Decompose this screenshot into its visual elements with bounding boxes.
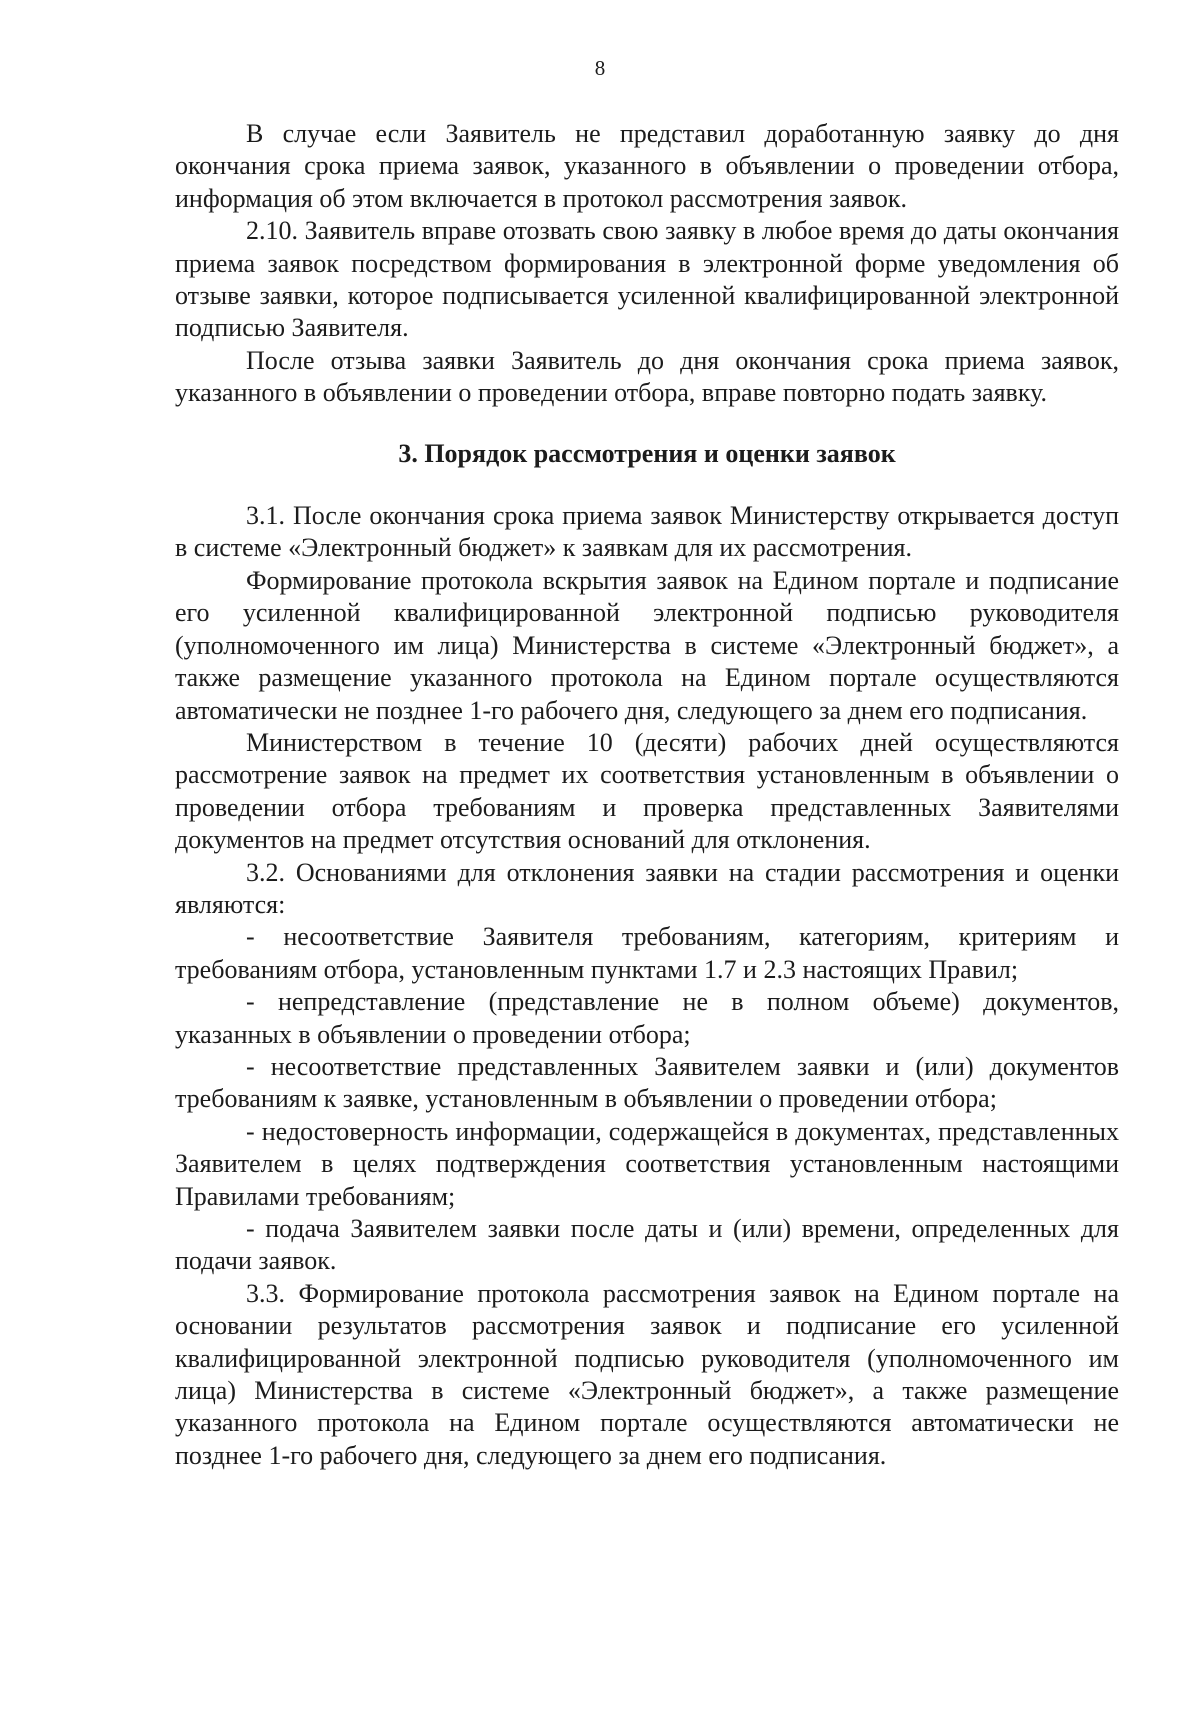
paragraph-resubmission: После отзыва заявки Заявитель до дня окончания срока приема заявок, указанного в объявлении о проведении отбора, вправе повторно подать заявку. [175,345,1119,408]
paragraph-3-2-grounds: 3.2. Основаниями для отклонения заявки на стадии рассмотрения и оценки являются: [175,857,1119,919]
section-title: 3. Порядок рассмотрения и оценки заявок [398,438,896,468]
paragraph-3-1-access: 3.1. После окончания срока приема заявок Министерству открывается доступ в системе «Электронный бюджет» к заявкам для их рассмотрения. [175,501,1119,563]
paragraph-3-3-review-protocol: 3.3. Формирование протокола рассмотрения заявок на Едином портале на основании результатов рассмотрения заявок и подписание его усиленной квалифицированной электронной подписью руководителя (уполномоченного им лица) Министерства в системе «Электронный бюджет», а также размещение указанного протокола на Едином портале осуществляются автоматически не позднее 1-го рабочего дня, следующего за днем его подписания. [175,1278,1119,1470]
list-item-false-information: - недостоверность информации, содержащейся в документах, представленных Заявителем в целях подтверждения соответствия установленным настоящими Правилами требованиям; [175,1116,1119,1211]
paragraph-review-period: Министерством в течение 10 (десяти) рабочих дней осуществляются рассмотрение заявок на предмет их соответствия установленным в объявлении о проведении отбора требованиям и проверка представленных Заявителями документов на предмет отсутствия оснований для отклонения. [175,727,1119,855]
page-number: 8 [594,56,606,80]
paragraph-2-10-withdrawal: 2.10. Заявитель вправе отозвать свою заявку в любое время до даты окончания приема заявок посредством формирования в электронной форме уведомления об отзыве заявки, которое подписывается усиленной квалифицированной электронной подписью Заявителя. [175,216,1119,343]
document-body [175,118,1119,1472]
paragraph-late-revision: В случае если Заявитель не представил доработанную заявку до дня окончания срока приема заявок, указанного в объявлении о проведении отбора, информация об этом включается в протокол рассмотрения заявок. [175,119,1119,213]
list-item-missing-documents: - непредставление (представление не в полном объеме) документов, указанных в объявлении о проведении отбора; [175,987,1119,1049]
list-item-noncompliance: - несоответствие Заявителя требованиям, категориям, критериям и требованиям отбора, установленным пунктами 1.7 и 2.3 настоящих Правил; [175,922,1119,984]
list-item-document-mismatch: - несоответствие представленных Заявителем заявки и (или) документов требованиям к заявке, установленным в объявлении о проведении отбора; [175,1051,1119,1114]
paragraph-opening-protocol: Формирование протокола вскрытия заявок на Едином портале и подписание его усиленной квалифицированной электронной подписью руководителя (уполномоченного им лица) Министерства в системе «Электронный бюджет», а также размещение указанного протокола на Едином портале осуществляются автоматически не позднее 1-го рабочего дня, следующего за днем его подписания. [175,565,1119,725]
list-item-late-submission: - подача Заявителем заявки после даты и (или) времени, определенных для подачи заявок. [175,1214,1119,1276]
